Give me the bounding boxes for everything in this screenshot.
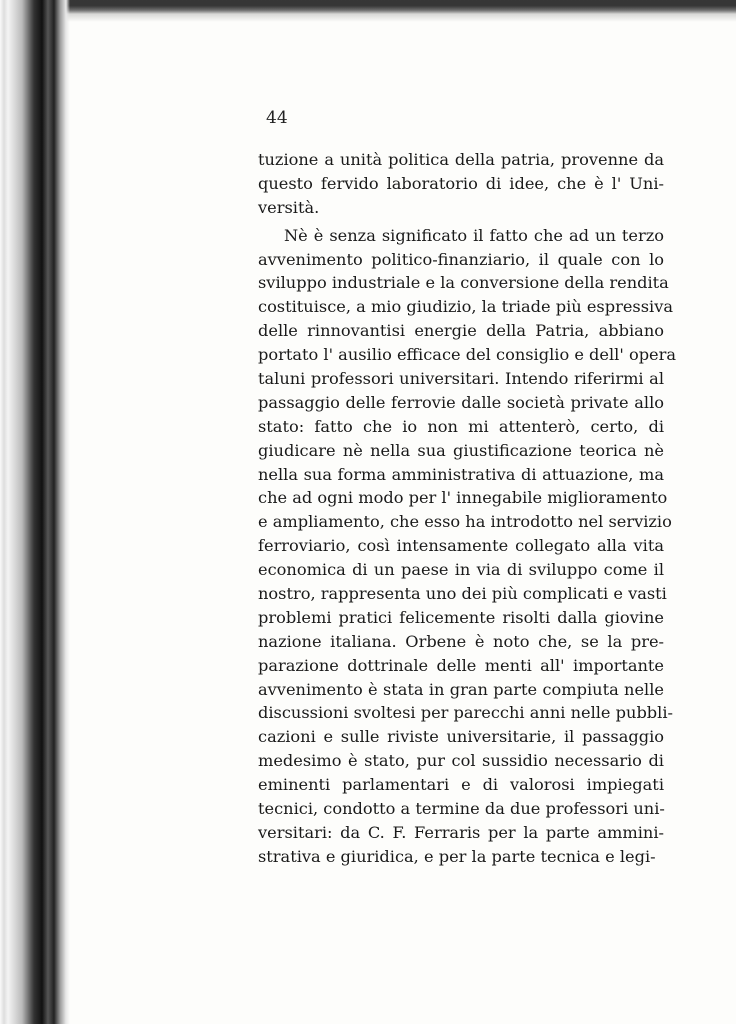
paragraph-2 bbox=[258, 224, 677, 869]
page-number: 44 bbox=[266, 108, 288, 128]
text-line: portato l' ausilio efficace del consiglio e dell' opera bbox=[258, 345, 677, 365]
text-line: versitari: da C. F. Ferraris per la parte ammini- bbox=[258, 822, 664, 842]
text-line: versità. bbox=[258, 197, 320, 217]
text-line: sviluppo industriale e la conversione della rendita bbox=[258, 273, 669, 293]
text-line: e ampliamento, che esso ha introdotto nel servizio bbox=[258, 512, 672, 532]
text-line: eminenti parlamentari e di valorosi impiegati bbox=[258, 775, 664, 795]
text-line: delle rinnovantisi energie della Patria, abbiano bbox=[258, 321, 664, 341]
text-line: passaggio delle ferrovie dalle società private allo bbox=[258, 392, 664, 412]
text-line: nazione italiana. Orbene è noto che, se la pre- bbox=[258, 631, 664, 651]
text-line: medesimo è stato, pur col sussidio necessario di bbox=[258, 751, 664, 771]
text-line: parazione dottrinale delle menti all' importante bbox=[258, 655, 664, 675]
text-line: tuzione a unità politica della patria, provenne da bbox=[258, 150, 664, 169]
book-binding-edge bbox=[0, 0, 70, 1024]
text-line: che ad ogni modo per l' innegabile miglioramento bbox=[258, 488, 668, 508]
text-line: economica di un paese in via di sviluppo come il bbox=[258, 560, 664, 580]
text-line: avvenimento è stata in gran parte compiuta nelle bbox=[258, 679, 664, 699]
text-line: ferroviario, così intensamente collegato alla vita bbox=[258, 536, 664, 556]
text-line: costituisce, a mio giudizio, la triade più espressiva bbox=[258, 297, 674, 317]
scan-top-shadow bbox=[60, 0, 736, 22]
text-line: avvenimento politico-finanziario, il quale con lo bbox=[258, 249, 664, 269]
text-line: problemi pratici felicemente risolti dalla giovine bbox=[258, 607, 664, 627]
paragraph-1 bbox=[258, 148, 664, 220]
text-line: taluni professori universitari. Intendo riferirmi al bbox=[258, 369, 664, 389]
text-line: strativa e giuridica, e per la parte tecnica e legi- bbox=[258, 846, 656, 866]
text-line: nostro, rappresenta uno dei più complicati e vasti bbox=[258, 584, 667, 604]
body-text bbox=[258, 148, 677, 869]
text-line: tecnici, condotto a termine da due professori uni- bbox=[258, 799, 665, 819]
text-line: discussioni svoltesi per parecchi anni nelle pubbli- bbox=[258, 703, 673, 723]
text-line: questo fervido laboratorio di idee, che è l' Uni- bbox=[258, 173, 664, 193]
text-line: giudicare nè nella sua giustificazione teorica nè bbox=[258, 440, 664, 460]
text-line: Nè è senza significato il fatto che ad un terzo bbox=[284, 225, 664, 245]
text-line: nella sua forma amministrativa di attuazione, ma bbox=[258, 464, 664, 484]
text-line: cazioni e sulle riviste universitarie, il passaggio bbox=[258, 727, 664, 747]
text-line: stato: fatto che io non mi attenterò, certo, di bbox=[258, 416, 664, 436]
